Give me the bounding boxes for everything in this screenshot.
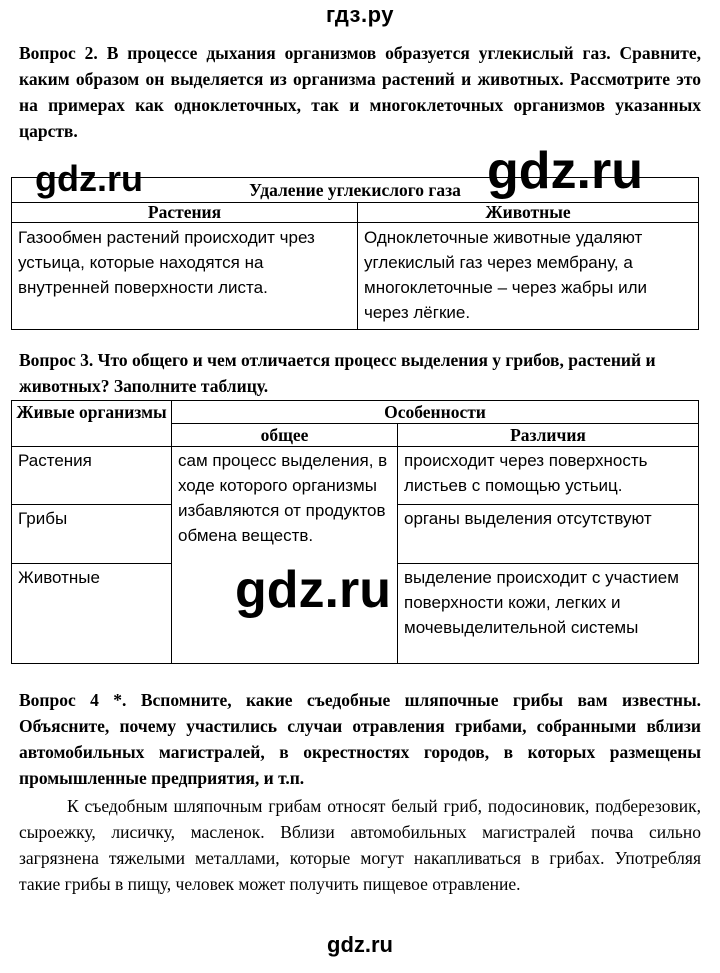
watermark: gdz.ru <box>35 158 143 199</box>
table1-header-plants: Растения <box>12 203 358 223</box>
question-2: Вопрос 2. В процессе дыхания организмов образуется углекислый газ. Сравните, каким образом он выделяется из организма растений и животных. Рассмотрите это на примерах как одноклеточных, так и многоклеточных организмов указанных царств. <box>19 43 701 141</box>
table2-subheader-differences: Различия <box>398 424 699 447</box>
table2-organism-plants: Растения <box>12 447 172 505</box>
excretion-table <box>11 400 699 664</box>
table1-title: Удаление углекислого газа <box>12 178 699 203</box>
table2-difference-plants: происходит через поверхность листьев с помощью устьиц. <box>398 447 699 505</box>
table2-subheader-common: общее <box>172 424 398 447</box>
table2-header-organisms: Живые организмы <box>12 401 172 447</box>
table2-difference-animals: выделение происходит с участием поверхности кожи, легких и мочевыделительной системы <box>398 564 699 664</box>
watermark: gdz.ru <box>235 561 391 619</box>
site-header: гдз.ру <box>326 2 394 27</box>
table2-organism-animals: Животные <box>12 564 172 664</box>
table1-plants-cell: Газообмен растений происходит чрез устьица, которые находятся на внутренней поверхности листа. <box>12 223 358 330</box>
table1-header-animals: Животные <box>358 203 699 223</box>
site-footer: gdz.ru <box>327 932 393 957</box>
question-4: Вопрос 4 *. Вспомните, какие съедобные шляпочные грибы вам известны. Объясните, почему участились случаи отравления грибами, собранными вблизи автомобильных магистралей, в окрестностях городов, в которых размещены промышленные предприятия, и т.п. <box>19 690 701 788</box>
table2-header-features: Особенности <box>172 401 699 424</box>
table1-animals-cell: Одноклеточные животные удаляют углекислый газ через мембрану, а многоклеточные – через жабры или через лёгкие. <box>358 223 699 330</box>
table2-organism-fungi: Грибы <box>12 505 172 564</box>
table2-difference-fungi: органы выделения отсутствуют <box>398 505 699 564</box>
watermark: gdz.ru <box>487 142 643 200</box>
table2-common-cell: сам процесс выделения, в ходе которого организмы избавляются от продуктов обмена веществ. <box>172 447 398 664</box>
question-3: Вопрос 3. Что общего и чем отличается процесс выделения у грибов, растений и животных? Заполните таблицу. <box>19 350 656 396</box>
answer-4: К съедобным шляпочным грибам относят белый гриб, подосиновик, подберезовик, сыроежку, лисичку, масленок. Вблизи автомобильных магистралей почва сильно загрязнена тяжелыми металлами, которые могут накапливаться в грибах. Употребляя такие грибы в пищу, человек может получить пищевое отравление. <box>19 796 701 894</box>
